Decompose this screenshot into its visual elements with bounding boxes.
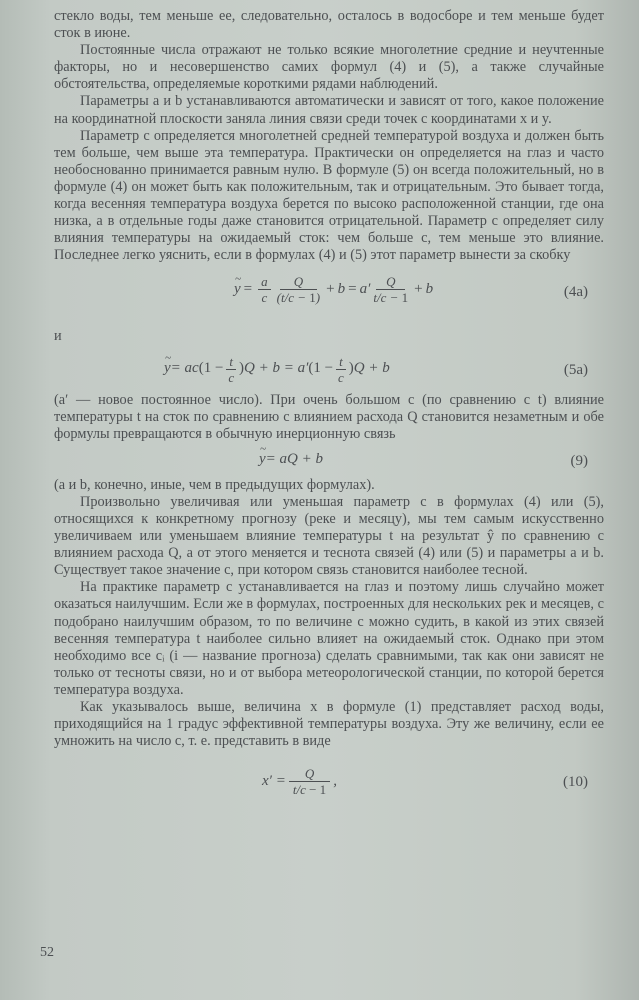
paragraph: Параметр c определяется многолетней средней температурой воздуха и должен быть тем больше, чем выше эта температура. Практически он определяется на глаз и часто необоснованно принимается равным нулю. В формуле (5) он всегда положительный, но в формуле (4) он может быть как положительным, так и отрицательным. Это бывает тогда, когда весенняя температура воздуха берется по высоко расположенной станции, где она низка, а в отдельные годы даже становится отрицательной. Параметр c определяет силу влияния температуры на ожидаемый сток: чем больше c, тем меньше это влияние. Последнее легко уяснить, если в формулах (4) и (5) этот параметр вынести за скобку bbox=[54, 127, 604, 264]
paragraph: Как указывалось выше, величина x в формуле (1) представляет расход воды, приходящийся на 1 градус эффективной температуры воздуха. Эту же величину, если ее умножить на число c, т. е. представить в виде bbox=[54, 699, 604, 750]
book-page bbox=[54, 8, 604, 818]
paragraph: (a и b, конечно, иные, чем в предыдущих формулах). bbox=[54, 476, 375, 493]
paragraph: На практике параметр c устанавливается на глаз и поэтому лишь случайно может оказаться наилучшим. Если же в формулах, построенных для нескольких рек и месяцев, c подобрано наилучшим образом, то по величине c можно судить, в какой из этих связей весенняя температура t наиболее сильно влияет на ожидаемый сток. Однако при этом необходимо все cᵢ (i — название прогноза) сделать сравнимыми, так как они зависят не только от тесноты связи, но и от выбора метеорологической станции, по которой берется температура воздуха. bbox=[54, 579, 604, 698]
equation-9: ~ y = aQ + b (9) bbox=[54, 445, 604, 475]
paragraph: Произвольно увеличивая или уменьшая параметр c в формулах (4) или (5), относящихся к конкретному прогнозу (реке и месяцу), мы тем самым искусственно увеличиваем или уменьшаем влияние температуры t на результат ŷ по сравнению с влиянием расхода Q, а от этого меняется и теснота связей (4) или (5) и параметры a и b. Существует такое значение c, при котором связь становится наиболее тесной. bbox=[54, 493, 604, 579]
page-number: 52 bbox=[40, 945, 54, 960]
paragraph: (a′ — новое постоянное число). При очень большом c (по сравнению с t) влияние температуры t на сток по сравнению с влиянием расхода Q становится незаметным и обе формулы превращаются в обычную инерционную связь bbox=[54, 391, 604, 442]
paragraph: Постоянные числа отражают не только всякие многолетние средние и неучтенные факторы, но и несовершенство самих формул (4) и (5), а также случайные обстоятельства, определяемые короткими рядами наблюдений. bbox=[54, 42, 604, 93]
equation-number: (10) bbox=[563, 774, 588, 791]
equation-number: (4а) bbox=[563, 284, 588, 301]
equation-4a: ~ y = $\frac{a}{c}$ $\frac{Q}{(t/c - 1)}$ + b = a′ $\frac{Q}{t/c - 1}$ + b (4а) bbox=[54, 266, 604, 322]
eq-lhs: ~ y bbox=[234, 281, 241, 298]
equation-number: (5a) bbox=[563, 361, 588, 378]
conjunction: и bbox=[54, 328, 62, 345]
paragraph: Параметры a и b устанавливаются автоматически и зависят от того, какое положение на координатной плоскости заняла линия связи среди точек с координатами x и y. bbox=[54, 93, 604, 127]
equation-number: (9) bbox=[570, 452, 588, 469]
equation-10: x′ = $\frac{Q}{t/c - 1}$ , (10) bbox=[262, 766, 588, 798]
paragraph: стекло воды, тем меньше ее, следовательно, осталось в водосборе и тем меньше будет сток в июне. bbox=[54, 8, 604, 42]
equation-5a: ~ y = ac (1 − $\frac{t}{c}$ ) Q + b = a′ (1 − $\frac{t}{c}$ ) Q + b (5a) bbox=[54, 348, 604, 390]
